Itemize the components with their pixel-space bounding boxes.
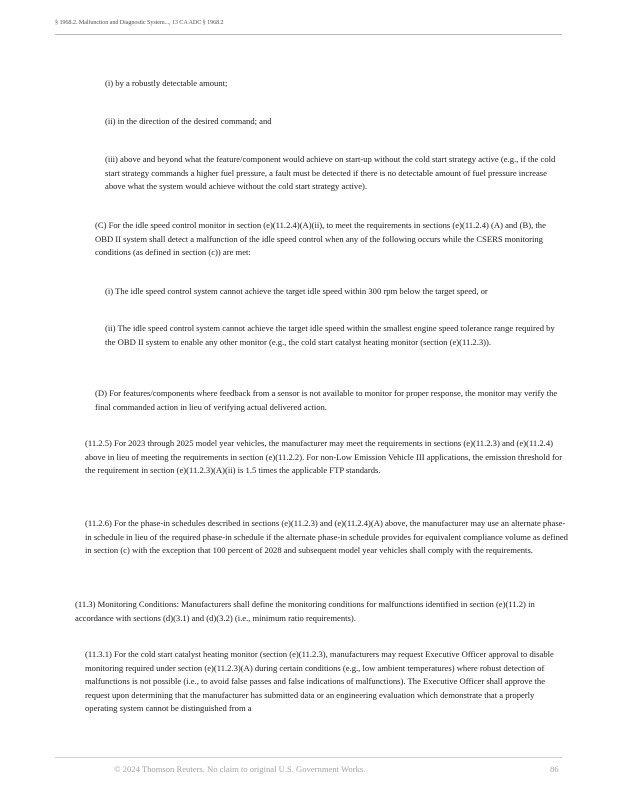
paragraph-c-idle-speed-monitor: (C) For the idle speed control monitor in section (e)(11.2.4)(A)(ii), to meet the requirements in sections (e)(11.2.4) (A) and (B), the OBD II system shall detect a malfunction of the idle speed control when any of the following occurs while the CSERS monitoring conditions (as defined in section (c)) are met: (95, 220, 546, 258)
paragraph-11-2-5: (11.2.5) For 2023 through 2025 model year vehicles, the manufacturer may meet the requirements in sections (e)(11.2.3) and (e)(11.2.4) above in lieu of meeting the requirements in section (e)(11.2.2). For non-Low Emission Vehicle III applications, the emission threshold for the requirement in section (e)(11.2.3)(A)(ii) is 1.5 times the applicable FTP standards. (85, 438, 563, 476)
paragraph-c-i-idle-speed: (i) The idle speed control system cannot achieve the target idle speed within 300 rpm below the target speed, or (105, 286, 488, 296)
paragraph-d-feedback: (D) For features/components where feedback from a sensor is not available to monitor for proper response, the monitor may verify the final commanded action in lieu of verifying actual delivered action. (95, 388, 558, 412)
header-divider (55, 34, 562, 35)
footer-divider (55, 757, 562, 758)
paragraph-11-2-6: (11.2.6) For the phase-in schedules described in sections (e)(11.2.3) and (e)(11.2.4)(A) above, the manufacturer may use an alternate phase-in schedule in lieu of the required phase-in schedule if the alternate phase-in schedule provides for equivalent compliance volume as defined in section (c) with the exception that 100 percent of 2028 and subsequent model year vehicles shall comply with the requirements. (85, 518, 568, 556)
header-citation: § 1968.2. Malfunction and Diagnostic System..., 13 CA ADC § 1968.2 (55, 19, 224, 26)
paragraph-11-3-monitoring-conditions: (11.3) Monitoring Conditions: Manufacturers shall define the monitoring conditions for malfunctions identified in section (e)(11.2) in accordance with sections (d)(3.1) and (d)(3.2) (i.e., minimum ratio requirements). (75, 599, 535, 623)
page-number: 86 (550, 764, 559, 774)
paragraph-i-robustly-detectable: (i) by a robustly detectable amount; (105, 78, 228, 88)
paragraph-ii-direction: (ii) in the direction of the desired command; and (105, 116, 272, 126)
paragraph-iii-above-beyond: (iii) above and beyond what the feature/component would achieve on start-up without the cold start strategy active (e.g., if the cold start strategy commands a higher fuel pressure, a fault must be detected if there is no detectable amount of fuel pressure increase above what the system would achieve without the cold start strategy active). (105, 154, 556, 192)
paragraph-11-3-1-cold-start: (11.3.1) For the cold start catalyst heating monitor (section (e)(11.2.3), manufacturers may request Executive Officer approval to disable monitoring required under section (e)(11.2.3)(A) during certain conditions (e.g., low ambient temperatures) where robust detection of malfunctions is not possible (i.e., to avoid false passes and false indications of malfunctions). The Executive Officer shall approve the request upon determining that the manufacturer has submitted data or an engineering evaluation which demonstrate that a properly operating system cannot be distinguished from a (85, 649, 554, 714)
paragraph-c-ii-idle-speed-tolerance: (ii) The idle speed control system cannot achieve the target idle speed within the smallest engine speed tolerance range required by the OBD II system to enable any other monitor (e.g., the cold start catalyst heating monitor (section (e)(11.2.3)). (105, 323, 555, 347)
footer-copyright: © 2024 Thomson Reuters. No claim to original U.S. Government Works. (114, 764, 366, 774)
